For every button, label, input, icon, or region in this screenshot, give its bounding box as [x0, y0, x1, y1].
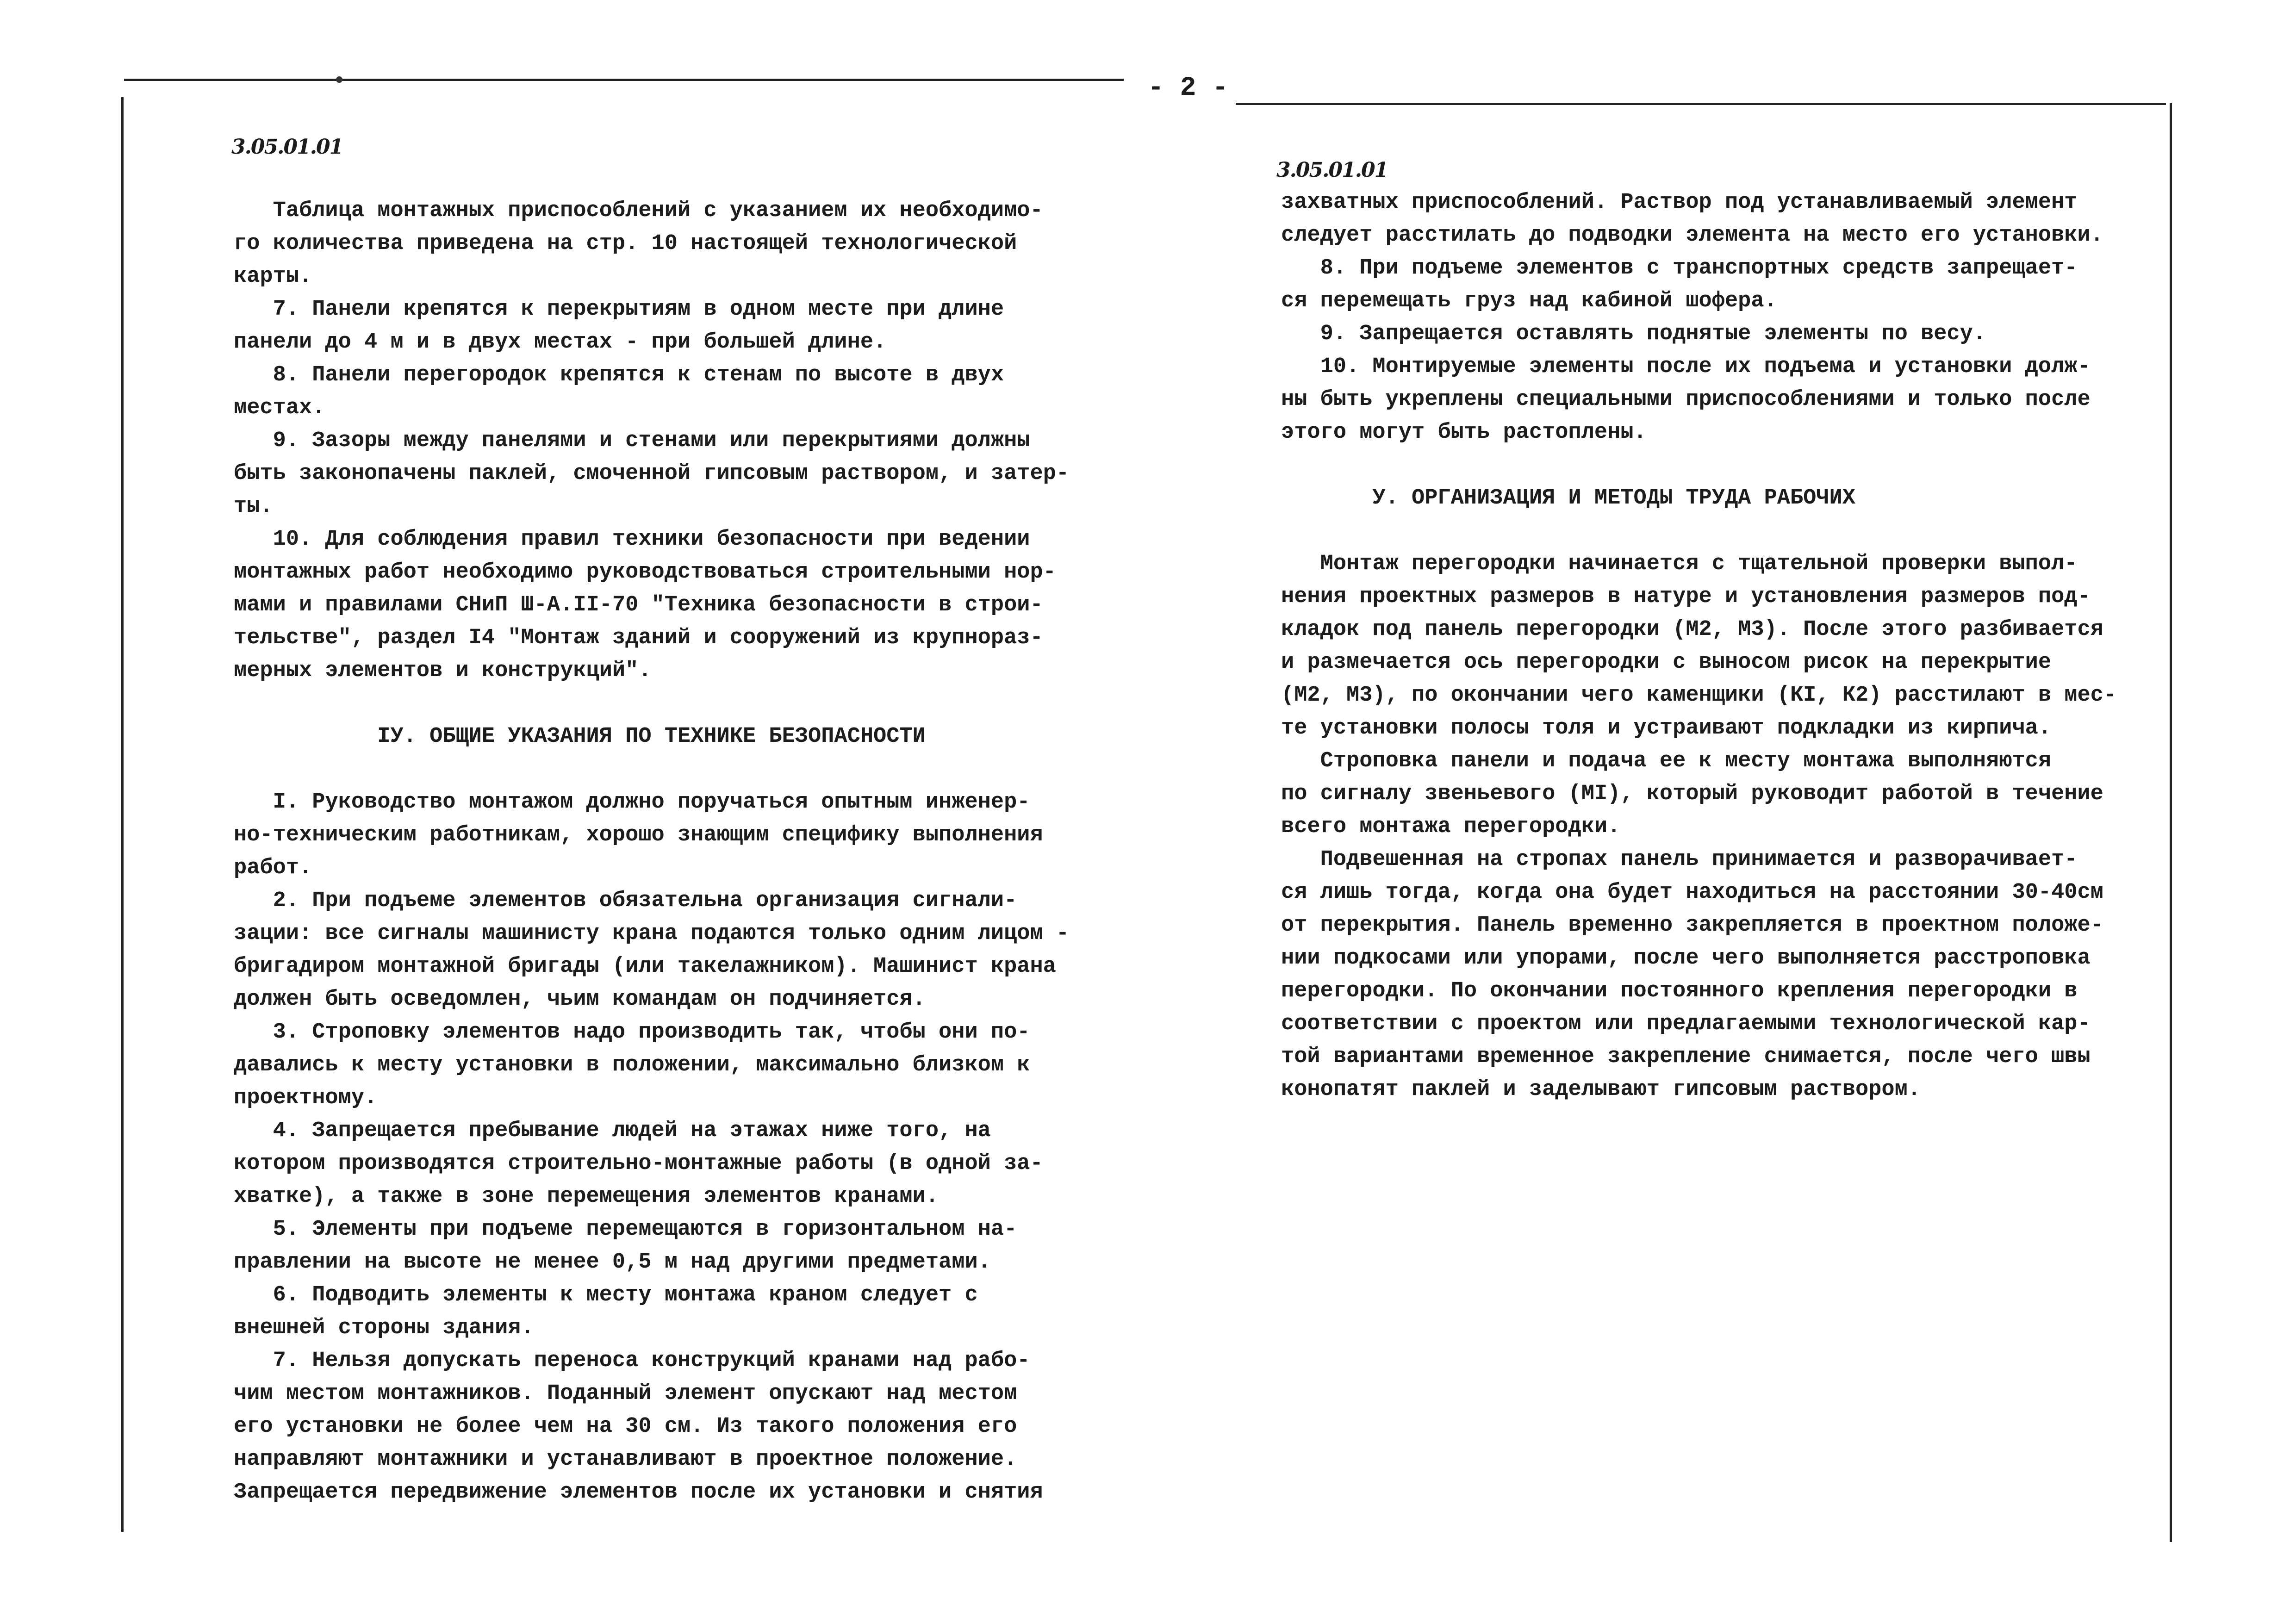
text-line: работ. [234, 856, 312, 880]
text-line: кладок под панель перегородки (М2, М3). После этого разбивается [1281, 617, 2103, 642]
text-line: мами и правилами СНиП Ш-А.II-70 "Техника безопасности в строи- [234, 593, 1043, 617]
text-line: давались к месту установки в положении, максимально близком к [234, 1053, 1030, 1077]
text-line: 10. Монтируемые элементы после их подъема и установки долж- [1281, 354, 2091, 379]
text-line: (М2, М3), по окончании чего каменщики (КI, К2) расстилают в мес- [1281, 683, 2117, 708]
top-rule-left [124, 79, 1124, 81]
text-line: перегородки. По окончании постоянного крепления перегородки в [1281, 979, 2078, 1003]
text-line: правлении на высоте не менее 0,5 м над другими предметами. [234, 1250, 991, 1275]
text-line: карты. [234, 264, 312, 289]
text-line: его установки не более чем на 30 см. Из такого положения его [234, 1414, 1017, 1439]
text-line: конопатят паклей и заделывают гипсовым раствором. [1281, 1077, 1921, 1102]
text-line: IУ. ОБЩИЕ УКАЗАНИЯ ПО ТЕХНИКЕ БЕЗОПАСНОСТИ [234, 724, 926, 749]
left-column-text [234, 194, 1113, 1509]
text-line [1281, 449, 2142, 482]
text-line: и размечается ось перегородки с выносом рисок на перекрытие [1281, 650, 2052, 675]
text-line: I. Руководство монтажом должно поручаться опытным инженер- [234, 790, 1030, 815]
text-line: ны быть укреплены специальными приспособлениями и только после [1281, 387, 2091, 412]
text-line: те установки полосы толя и устраивают подкладки из кирпича. [1281, 716, 2052, 740]
text-line: монтажных работ необходимо руководствоваться строительными нор- [234, 560, 1056, 585]
text-line: соответствии с проектом или предлагаемыми технологической кар- [1281, 1012, 2091, 1036]
text-line: проектному. [234, 1086, 378, 1110]
text-line: 9. Зазоры между панелями и стенами или перекрытиями должны [234, 429, 1030, 453]
text-line: 3. Строповку элементов надо производить так, чтобы они по- [234, 1020, 1030, 1045]
text-line: ся перемещать груз над кабиной шофера. [1281, 289, 1777, 313]
text-line: Подвешенная на стропах панель принимается и разворачивает- [1281, 847, 2078, 872]
text-line: чим местом монтажников. Поданный элемент опускают над местом [234, 1381, 1017, 1406]
text-line: тельстве", раздел I4 "Монтаж зданий и сооружений из крупнораз- [234, 626, 1043, 650]
text-line: направляют монтажники и устанавливают в проектное положение. [234, 1447, 1017, 1472]
text-line: ся лишь тогда, когда она будет находиться на расстоянии 30-40см [1281, 880, 2103, 905]
text-line [234, 753, 1113, 786]
text-line: Таблица монтажных приспособлений с указанием их необходимо- [234, 199, 1043, 223]
text-line: 4. Запрещается пребывание людей на этажах ниже того, на [234, 1119, 991, 1143]
text-line: 8. При подъеме элементов с транспортных средств запрещает- [1281, 256, 2078, 280]
text-line: но-техническим работникам, хорошо знающим специфику выполнения [234, 823, 1043, 847]
left-margin-rule [121, 97, 124, 1532]
text-line: Запрещается передвижение элементов после их установки и снятия [234, 1480, 1043, 1505]
text-line: мерных элементов и конструкций". [234, 659, 652, 683]
text-line: 9. Запрещается оставлять поднятые элементы по весу. [1281, 322, 1986, 346]
top-rule-right [1236, 103, 2166, 105]
text-line: 10. Для соблюдения правил техники безопасности при ведении [234, 527, 1030, 552]
text-line: 8. Панели перегородок крепятся к стенам по высоте в двух [234, 363, 1004, 387]
text-line: захватных приспособлений. Раствор под устанавливаемый элемент [1281, 190, 2078, 215]
text-line: нии подкосами или упорами, после чего выполняется расстроповка [1281, 946, 2091, 970]
text-line: этого могут быть растоплены. [1281, 420, 1647, 445]
text-line: 5. Элементы при подъеме перемещаются в горизонтальном на- [234, 1217, 1017, 1242]
text-line: бригадиром монтажной бригады (или такелажником). Машинист крана [234, 954, 1056, 979]
text-line: всего монтажа перегородки. [1281, 815, 1621, 839]
right-column-text [1281, 186, 2142, 1106]
text-line: Строповка панели и подача ее к месту монтажа выполняются [1281, 749, 2052, 773]
text-line: Монтаж перегородки начинается с тщательной проверки выпол- [1281, 552, 2078, 576]
text-line: 7. Панели крепятся к перекрытиям в одном месте при длине [234, 297, 1004, 322]
text-line: 2. При подъеме элементов обязательна организация сигнали- [234, 889, 1017, 913]
text-line: 7. Нельзя допускать переноса конструкций кранами над рабо- [234, 1349, 1030, 1373]
text-line: котором производятся строительно-монтажные работы (в одной за- [234, 1151, 1043, 1176]
text-line: хватке), а также в зоне перемещения элементов кранами. [234, 1184, 939, 1209]
right-doc-code: 3.05.01.01 [1276, 158, 1388, 182]
text-line: той вариантами временное закрепление снимается, после чего швы [1281, 1045, 2091, 1069]
text-line: зации: все сигналы машинисту крана подаются только одним лицом - [234, 921, 1070, 946]
text-line: У. ОРГАНИЗАЦИЯ И МЕТОДЫ ТРУДА РАБОЧИХ [1281, 486, 1856, 510]
text-line: внешней стороны здания. [234, 1316, 534, 1340]
text-line: 6. Подводить элементы к месту монтажа краном следует с [234, 1283, 978, 1307]
text-line: по сигналу звеньевого (МI), который руководит работой в течение [1281, 782, 2103, 806]
text-line: ты. [234, 494, 273, 519]
left-doc-code: 3.05.01.01 [231, 135, 343, 159]
text-line [234, 687, 1113, 720]
right-margin-rule [2170, 103, 2172, 1542]
text-line: должен быть осведомлен, чьим командам он подчиняется. [234, 987, 926, 1012]
text-line: быть законопачены паклей, смоченной гипсовым раствором, и затер- [234, 461, 1070, 486]
page-number: - 2 - [1148, 73, 1229, 103]
text-line: панели до 4 м и в двух местах - при большей длине. [234, 330, 887, 354]
text-line [1281, 515, 2142, 547]
text-line: нения проектных размеров в натуре и установления размеров под- [1281, 585, 2091, 609]
text-line: го количества приведена на стр. 10 настоящей технологической [234, 231, 1017, 256]
text-line: следует расстилать до подводки элемента на место его установки. [1281, 223, 2103, 248]
text-line: местах. [234, 396, 325, 420]
text-line: от перекрытия. Панель временно закрепляется в проектном положе- [1281, 913, 2103, 938]
rule-marker [336, 76, 342, 83]
